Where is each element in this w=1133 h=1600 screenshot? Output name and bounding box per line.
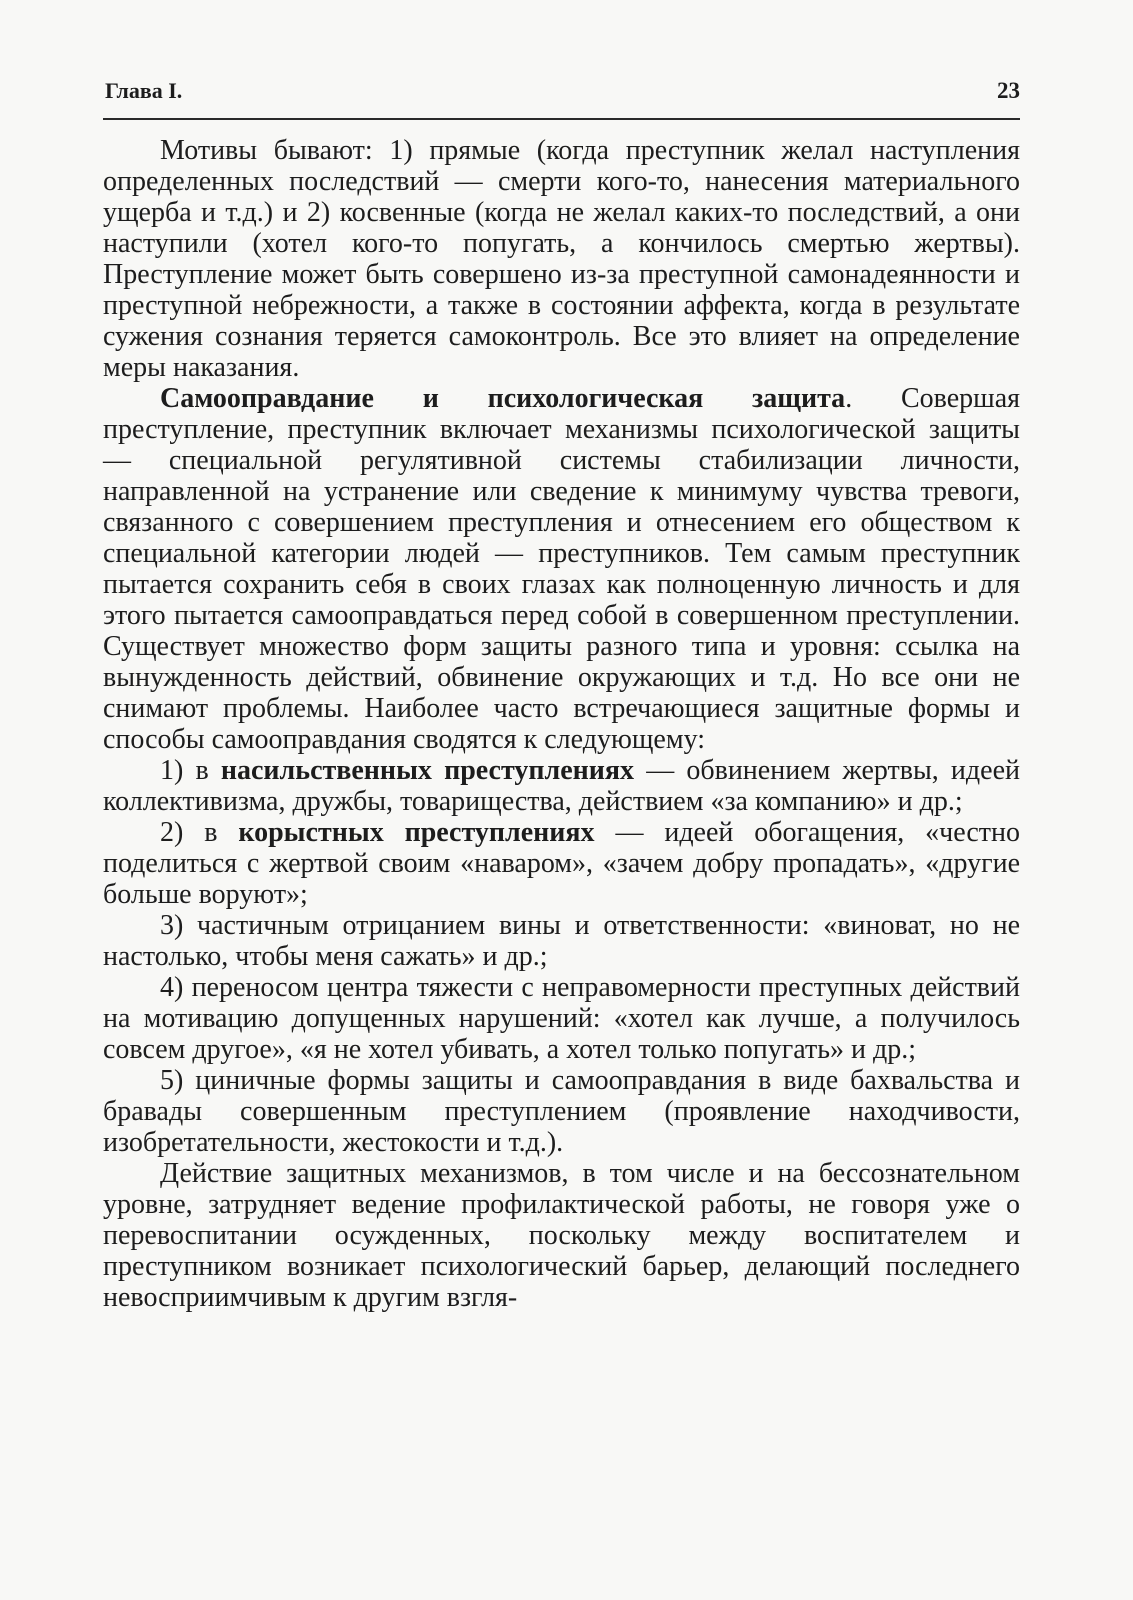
body-text	[103, 135, 1020, 1313]
list-item-mercenary: 2) в корыстных преступлениях — идеей обогащения, «честно поделиться с жертвой своим «наваром», «зачем добру пропадать», «другие больше воруют»;	[103, 817, 1021, 910]
section-heading: Самооправдание и психологическая защита	[160, 383, 846, 414]
list-item-violent: 1) в насильственных преступлениях — обвинением жертвы, идеей коллективизма, дружбы, товарищества, действием «за компанию» и др.;	[103, 755, 1020, 817]
paragraph-motives: Мотивы бывают: 1) прямые (когда преступник желал наступления определенных последствий — смерти кого-то, нанесения материального ущерба и т.д.) и 2) косвенные (когда не желал каких-то последствий, а они наступили (хотел кого-то попугать, а кончилось смертью жертвы). Преступление может быть совершено из-за преступной самонадеянности и преступной небрежности, а также в состоянии аффекта, когда в результате сужения сознания теряется самоконтроль. Все это влияет на определение меры наказания.	[103, 135, 1020, 383]
paragraph-self-justification: Самооправдание и психологическая защита. Совершая преступление, преступник включает механизмы психологической защиты — специальной регулятивной системы стабилизации личности, направленной на устранение или сведение к минимуму чувства тревоги, связанного с совершением преступления и отнесением его обществом к специальной категории людей — преступников. Тем самым преступник пытается сохранить себя в своих глазах как полноценную личность и для этого пытается самооправдаться перед собой в совершенном преступлении. Существует множество форм защиты разного типа и уровня: ссылка на вынужденность действий, обвинение окружающих и т.д. Но все они не снимают проблемы. Наиболее часто встречающиеся защитные формы и способы самооправдания сводятся к следующему:	[103, 383, 1020, 755]
paragraph-defense-mechanisms: Действие защитных механизмов, в том числе и на бессознательном уровне, затрудняет ведение профилактической работы, не говоря уже о перевоспитании осужденных, поскольку между воспитателем и преступником возникает психологический барьер, делающий последнего невосприимчивым к другим взгля-	[103, 1158, 1020, 1313]
list-item-cynical: 5) циничные формы защиты и самооправдания в виде бахвальства и бравады совершенным преступлением (проявление находчивости, изобретательности, жестокости и т.д.).	[103, 1065, 1020, 1158]
list-item-shift-center: 4) переносом центра тяжести с неправомерности преступных действий на мотивацию допущенных нарушений: «хотел как лучше, а получилось совсем другое», «я не хотел убивать, а хотел только попугать» и др.;	[103, 972, 1020, 1065]
list-item-partial-denial: 3) частичным отрицанием вины и ответственности: «виноват, но не настолько, чтобы меня сажать» и др.;	[103, 910, 1020, 972]
chapter-title: Глава I.	[105, 78, 183, 103]
header-rule	[103, 118, 1020, 120]
running-header	[105, 78, 1020, 108]
page-number: 23	[997, 78, 1020, 103]
